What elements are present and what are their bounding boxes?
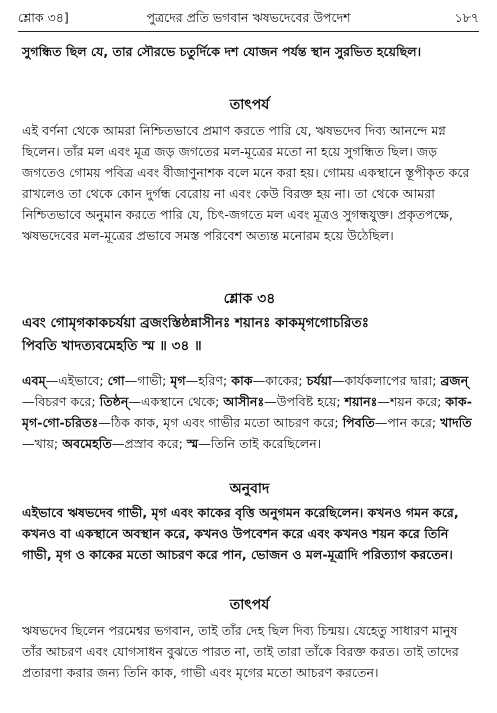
synonym-term: মৃগ (170, 373, 186, 388)
synonym-term: অবমেহতি (62, 436, 112, 451)
synonym-term: তিষ্ঠন্ (99, 394, 129, 409)
synonym-meaning: —উপবিষ্ট হয়ে; (264, 394, 345, 409)
header-chapter-title: পুত্রদের প্রতি ভগবান ঋষভদেবের উপদেশ (146, 10, 351, 25)
translation-heading: অনুবাদ (229, 481, 270, 497)
synonym-meaning: —গাভী; (124, 373, 171, 388)
synonym-term: গো (107, 373, 125, 388)
running-header (18, 8, 479, 28)
synonym-term: খাদতি (440, 415, 472, 430)
synonym-term: স্ম (186, 436, 199, 451)
verse-text (22, 312, 477, 364)
synonym-term: কাক-মৃগ-গো-চরিতঃ (22, 394, 472, 430)
translation-section (22, 478, 477, 590)
continued-paragraph (22, 41, 477, 87)
verse-title: শ্লোক ৩৪ (223, 291, 276, 307)
header-rule (18, 31, 479, 32)
synonym-meaning: —শয়ন করে; (377, 394, 446, 409)
translation-text: এইভাবে ঋষভদেব গাভী, মৃগ এবং কাকের বৃত্তি অনুগমন করেছিলেন। কখনও গমন করে, কখনও বা একস্থানে অবস্থান করে, কখনও উপবেশন করে এবং কখনও শয়ন করে তিনি গাভী, মৃগ ও কাকের মতো আচরণ করে পান, ভোজন ও মল-মূত্রাদি পরিত্যাগ করতেন। (22, 505, 459, 562)
synonym-meaning: —পান করে; (374, 415, 441, 430)
synonym-meaning: —কাকের; (252, 373, 307, 388)
synonym-term: চর্যয়া (306, 373, 332, 388)
continued-paragraph-text: সুগন্ধিত ছিল যে, তার সৌরভে চতুর্দিকে দশ যোজন পর্যন্ত স্থান সুরভিত হয়েছিল। (22, 44, 422, 59)
synonym-meaning: —কার্যকলাপের দ্বারা; (331, 373, 441, 388)
purport-text-2: ঋষভদেব ছিলেন পরমেশ্বর ভগবান, তাই তাঁর দেহ ছিল দিব্য চিন্ময়। যেহেতু সাধারণ মানুষ তাঁর আচরণ এবং যোগসাধন বুঝতে পারত না, তাই তারা তাঁকে বিরক্ত করত। তাই তাদের প্রতারণা করার জন্য তিনি কাক, গাভী এবং মৃগের মতো আচরণ করতেন। (22, 623, 459, 680)
synonym-term: পিবতি (342, 415, 375, 430)
synonyms-block (22, 370, 477, 474)
synonym-term: আসীনঃ (223, 394, 265, 409)
verse-line-2: পিবতি খাদত্যবমেহতি স্ম ॥ ৩৪ ॥ (22, 338, 202, 354)
synonym-meaning: —হরিণ; (185, 373, 232, 388)
purport-text-1: এই বর্ণনা থেকে আমরা নিশ্চিতভাবে প্রমাণ করতে পারি যে, ঋষভদেব দিব্য আনন্দে মগ্ন ছিলেন। তাঁর মল এবং মূত্র জড় জগতের মল-মূত্রের মতো না হয়ে সুগন্ধিত ছিল। জড় জগতেও গোময় পবিত্র এবং বীজাণুনাশক বলে মনে করা হয়। গোময় একস্থানে স্তূপীকৃত করে রাখলেও তা থেকে কোন দুর্গন্ধ বেরোয় না এবং কেউ বিরক্ত হয় না। তা থেকে আমরা নিশ্চিতভাবে অনুমান করতে পারি যে, চিৎ-জগতে মল এবং মূত্রও সুগন্ধযুক্ত। প্রকৃতপক্ষে, ঋষভদেবের মল-মূত্রের প্রভাবে সমস্ত পরিবেশ অত্যন্ত মনোরম হয়ে উঠেছিল। (22, 123, 470, 243)
synonym-meaning: —খায়; (22, 436, 63, 451)
synonym-meaning: —একস্থানে থেকে; (128, 394, 224, 409)
synonym-meaning: —প্রস্রাব করে; (111, 436, 187, 451)
purport-heading-2: তাৎপর্য (229, 597, 270, 613)
purport-section-2 (22, 594, 477, 706)
purport-section-1 (22, 94, 477, 284)
synonym-meaning: —এইভাবে; (45, 373, 108, 388)
synonym-term: শয়ানঃ (344, 394, 378, 409)
verse-line-1: এবং গোমৃগকাকচর্যয়া ব্রজংস্তিষ্ঠন্নাসীনঃ শয়ানঃ কাকমৃগগোচরিতঃ (22, 315, 369, 331)
synonym-term: কাক (231, 373, 253, 388)
header-verse-ref: শ্লোক ৩৪] (18, 10, 69, 25)
purport-heading-1: তাৎপর্য (229, 97, 270, 113)
synonym-meaning: —বিচরণ করে; (22, 394, 100, 409)
synonym-term: এবম্ (22, 373, 46, 388)
synonym-meaning: —তিনি তাই করেছিলেন। (198, 436, 322, 451)
synonym-meaning: —ঠিক কাক, মৃগ এবং গাভীর মতো আচরণ করে; (98, 415, 343, 430)
synonym-term: ব্রজন্ (440, 373, 469, 388)
page-number: ১৮৭ (454, 10, 479, 25)
